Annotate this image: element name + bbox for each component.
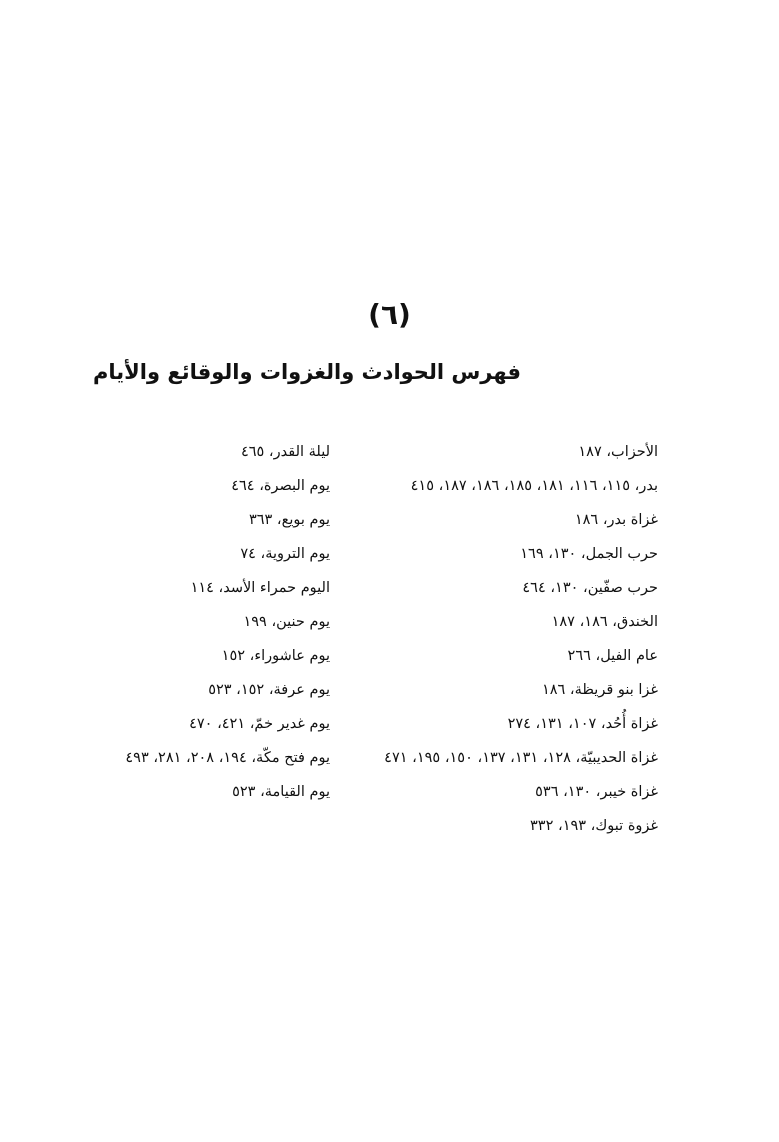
index-entry: يوم البصرة، ٤٦٤ bbox=[231, 478, 330, 494]
index-entry: يوم حنين، ١٩٩ bbox=[243, 614, 330, 630]
index-entry: بدر، ١١٥، ١١٦، ١٨١، ١٨٥، ١٨٦، ١٨٧، ٤١٥ bbox=[410, 478, 658, 494]
index-entry: ليلة القدر، ٤٦٥ bbox=[240, 444, 330, 460]
index-entry: اليوم حمراء الأسد، ١١٤ bbox=[190, 580, 330, 596]
index-entry: يوم التروية، ٧٤ bbox=[240, 546, 330, 562]
index-entry: يوم القيامة، ٥٢٣ bbox=[232, 784, 330, 800]
index-entry: يوم غدير خمّ، ٤٢١، ٤٧٠ bbox=[189, 716, 330, 732]
index-entry: عام الفيل، ٢٦٦ bbox=[567, 648, 658, 664]
section-number: (٦) bbox=[368, 298, 411, 331]
index-column-left bbox=[125, 440, 330, 814]
index-entry: غزاة الحديبيّة، ١٢٨، ١٣١، ١٣٧، ١٥٠، ١٩٥، ٤٧١ bbox=[384, 750, 658, 766]
index-entry: يوم بويع، ٣٦٣ bbox=[248, 512, 330, 528]
index-entry: غزوة تبوك، ١٩٣، ٣٣٢ bbox=[530, 818, 658, 834]
index-entry: حرب صفّين، ١٣٠، ٤٦٤ bbox=[522, 580, 658, 596]
index-entry: غزاة أُحُد، ١٠٧، ١٣١، ٢٧٤ bbox=[507, 716, 658, 732]
index-entry: يوم عاشوراء، ١٥٢ bbox=[221, 648, 330, 664]
index-entry: يوم فتح مكّة، ١٩٤، ٢٠٨، ٢٨١، ٤٩٣ bbox=[125, 750, 330, 766]
index-title: فهرس الحوادث والغزوات والوقائع والأيام bbox=[93, 360, 521, 384]
index-entry: غزاة خيبر، ١٣٠، ٥٣٦ bbox=[535, 784, 658, 800]
index-column-right bbox=[384, 440, 658, 848]
index-entry: الأحزاب، ١٨٧ bbox=[578, 444, 658, 460]
index-entry: الخندق، ١٨٦، ١٨٧ bbox=[551, 614, 658, 630]
index-entry: غزا بنو قريظة، ١٨٦ bbox=[541, 682, 658, 698]
index-entry: يوم عرفة، ١٥٢، ٥٢٣ bbox=[208, 682, 330, 698]
index-entry: غزاة بدر، ١٨٦ bbox=[574, 512, 658, 528]
index-entry: حرب الجمل، ١٣٠، ١٦٩ bbox=[520, 546, 658, 562]
